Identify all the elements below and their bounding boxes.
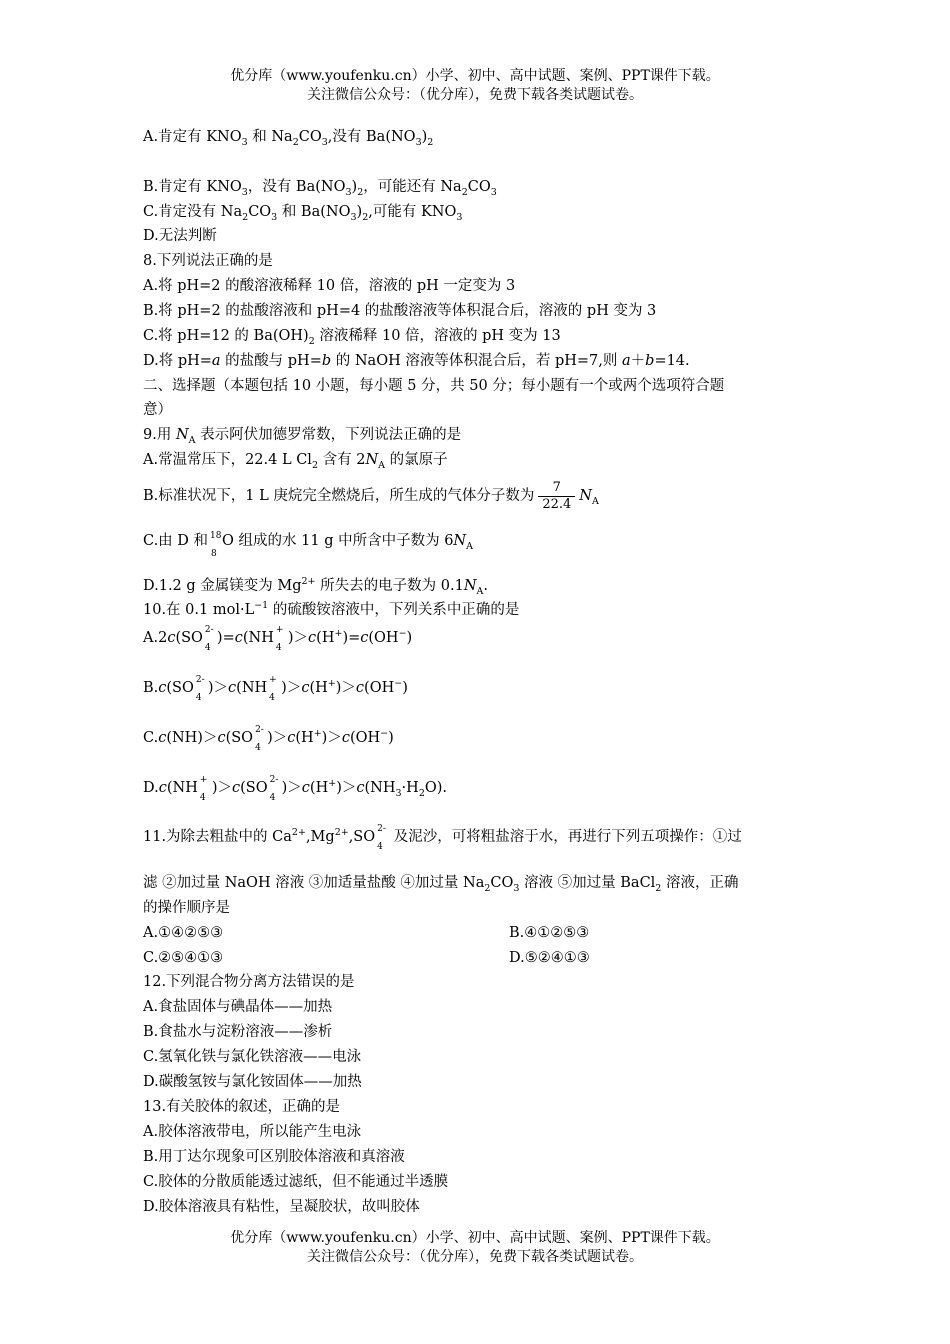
q12-option-c: C.氢氧化铁与氯化铁溶液——电泳 — [143, 1049, 362, 1065]
section2-line-2: 意） — [143, 402, 172, 418]
q8-option-c: C.将 pH=12 的 $Ba(OH)_2$ 溶液稀释 10 倍，溶液的 pH 变为 13 — [143, 328, 561, 347]
q9-option-d: D.1.2 g 金属镁变为 $Mg^{2+}$ 所失去的电子数为 $0.1N_A$. — [143, 576, 488, 597]
q13-option-b: B.用丁达尔现象可区别胶体溶液和真溶液 — [143, 1149, 405, 1165]
q13-option-c: C.胶体的分散质能透过滤纸，但不能通过半透膜 — [143, 1174, 449, 1190]
fraction: $\frac{7}{22.4}$ — [538, 480, 575, 513]
q12-option-d: D.碳酸氢铵与氯化铵固体——加热 — [143, 1074, 362, 1090]
q13-option-a: A.胶体溶液带电，所以能产生电泳 — [143, 1124, 362, 1140]
footer-line-1: 优分库（www.youfenku.cn）小学、初中、高中试题、案例、PPT课件下载。 — [230, 1230, 720, 1246]
ion-ammonium: + 4 — [275, 625, 284, 653]
q13-option-d: D.胶体溶液具有粘性，呈凝胶状，故叫胶体 — [143, 1199, 420, 1215]
q11-option-c: C.②⑤④①③ — [143, 950, 224, 966]
q12-stem: 12.下列混合物分离方法错误的是 — [143, 974, 355, 990]
q12-option-b: B.食盐水与淀粉溶液——渗析 — [143, 1024, 333, 1040]
q10-option-d: D.c(NH + 4 )＞c(SO 2- 4 )$>c(H^+)>c(NH_3\cdot H_2O)$. — [143, 775, 448, 803]
header-line-1: 优分库（www.youfenku.cn）小学、初中、高中试题、案例、PPT课件下载。 — [230, 68, 720, 84]
q10-stem: 10.在 0.1 $mol\cdot L^{-1}$ 的硫酸铵溶液中，下列关系中正确的是 — [143, 600, 520, 618]
q11-option-a: A.①④②⑤③ — [143, 925, 224, 941]
q8-stem: 8.下列说法正确的是 — [143, 253, 273, 269]
q7-option-a: A.肯定有 $KNO_3$ 和 $Na_2CO_3$,没有 $Ba(NO_3)_2$ — [143, 129, 434, 148]
q10-option-a: A.2c(SO 2- 4 )=c(NH + 4 )＞c(H+)=c(OH−) — [143, 625, 413, 653]
isotope-label: 18 8 — [210, 531, 222, 559]
header-line-2: 关注微信公众号：（优分库），免费下载各类试题试卷。 — [307, 87, 643, 103]
q7-option-d: D.无法判断 — [143, 228, 217, 244]
q11-option-b: B.④①②⑤③ — [509, 925, 590, 941]
q9-option-b: B.标准状况下，1 L 庚烷完全燃烧后，所生成的气体分子数为 $\frac{7}{22.4}$ $N_A$ — [143, 479, 599, 512]
q12-option-a: A.食盐固体与碘晶体——加热 — [143, 999, 333, 1015]
section2-line-1: 二、选择题（本题包括 10 小题，每小题 5 分，共 50 分；每小题有一个或两个选项符合题 — [143, 378, 725, 394]
ion-sulfate: 2- 4 — [255, 725, 264, 753]
q8-option-d: D.将 pH=a 的盐酸与 pH=b 的 NaOH 溶液等体积混合后，若 pH=7,则 a＋b=14. — [143, 353, 690, 369]
q10-option-c: C.c(NH)＞c(SO 2- 4 )＞c(H+)＞c(OH−) — [143, 725, 394, 753]
q11-stem: 11.为除去粗盐中的 $Ca^{2+},Mg^{2+},SO$ 2- 4 及泥沙，可将粗盐溶于水，再进行下列五项操作：①过 — [143, 824, 742, 852]
q13-stem: 13.有关胶体的叙述，正确的是 — [143, 1099, 341, 1115]
q7-option-c: C.肯定没有 $Na_2CO_3$ 和 $Ba(NO_3)_2$,可能有 $KNO_3$ — [143, 204, 463, 223]
q7-option-b: B.肯定有 $KNO_3$，没有 $Ba(NO_3)_2$，可能还有 $Na_2CO_3$ — [143, 179, 497, 198]
ion-sulfate: 2- 4 — [269, 775, 279, 803]
q9-option-a: A.常温常压下，22.4 L $Cl_2$ 含有 $2N_A$ 的氯原子 — [143, 452, 448, 471]
q11-option-d: D.⑤②④①③ — [509, 950, 590, 966]
q11-line-3: 的操作顺序是 — [143, 900, 230, 916]
q9-option-c: C.由 D 和 18 8 O 组成的水 11 g 中所含中子数为 $6N_A$ — [143, 523, 473, 559]
ion-ammonium: + 4 — [269, 675, 277, 703]
q8-option-b: B.将 pH=2 的盐酸溶液和 pH=4 的盐酸溶液等体积混合后，溶液的 pH 变为 3 — [143, 303, 657, 319]
ion-ammonium: + 4 — [199, 775, 208, 803]
ion-sulfate: 2- 4 — [377, 824, 386, 852]
q11-line-2: 滤 ②加过量 NaOH 溶液 ③加适量盐酸 ④加过量 $Na_2CO_3$ 溶液 ⑤加过量 BaCl$_2$ 溶液，正确 — [143, 875, 739, 894]
ion-sulfate: 2- 4 — [195, 675, 205, 703]
footer-line-2: 关注微信公众号：（优分库），免费下载各类试题试卷。 — [307, 1249, 643, 1265]
q10-option-b: B.c(SO 2- 4 )＞c(NH + 4 )＞c(H+)＞c(OH−) — [143, 675, 408, 703]
q9-stem: 9.用 $N_A$ 表示阿伏加德罗常数，下列说法正确的是 — [143, 427, 462, 446]
q8-option-a: A.将 pH=2 的酸溶液稀释 10 倍，溶液的 pH 一定变为 3 — [143, 278, 516, 294]
ion-sulfate: 2- 4 — [204, 625, 214, 653]
